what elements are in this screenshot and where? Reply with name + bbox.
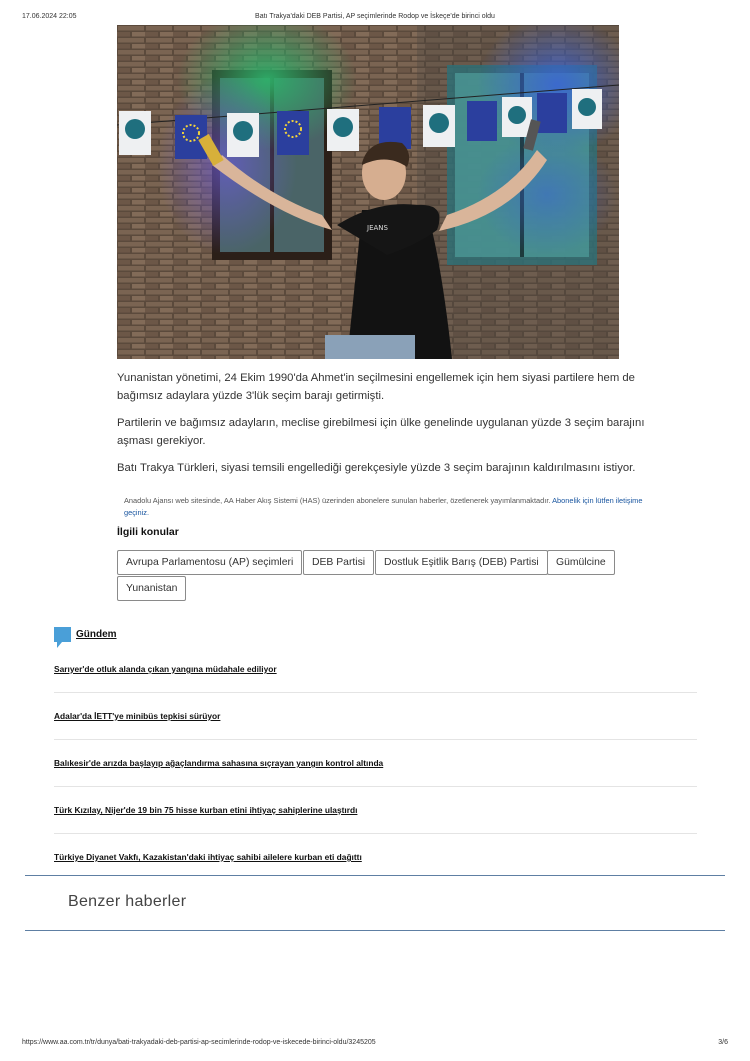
news-link[interactable]: Türkiye Diyanet Vakfı, Kazakistan'daki ihtiyaç sahibi ailelere kurban eti dağıttı xyxy=(54,852,362,862)
subscription-link[interactable]: Abonelik için lütfen iletişime geçiniz. xyxy=(124,496,643,517)
related-topics-title: İlgili konular xyxy=(117,526,179,538)
article-paragraph: Batı Trakya Türkleri, siyasi temsili engellediği gerekçesiyle yüzde 3 seçim barajının kaldırılmasını istiyor. xyxy=(117,462,636,474)
news-link[interactable]: Sarıyer'de otluk alanda çıkan yangına müdahale ediliyor xyxy=(54,664,277,674)
list-item xyxy=(54,740,697,787)
tag-yunanistan[interactable]: Yunanistan xyxy=(117,576,186,601)
print-title: Batı Trakya'daki DEB Partisi, AP seçimlerinde Rodop ve İskeçe'de birinci oldu xyxy=(255,13,495,20)
notice-text: Anadolu Ajansı web sitesinde, AA Haber Akış Sistemi (HAS) üzerinden abonelere sunulan haberler, özetlenerek yayımlanmaktadır. xyxy=(124,496,553,505)
list-item xyxy=(54,834,697,881)
article-body xyxy=(117,370,677,488)
tag-deb-partisi[interactable]: DEB Partisi xyxy=(303,550,374,575)
svg-text:JEANS: JEANS xyxy=(367,224,388,232)
tag-dostluk-esitlik-baris[interactable]: Dostluk Eşitlik Barış (DEB) Partisi xyxy=(375,550,548,575)
news-photo-illustration xyxy=(117,25,619,359)
section-divider xyxy=(25,930,725,931)
list-item xyxy=(54,787,697,834)
news-photo xyxy=(117,25,619,359)
article-paragraph: Partilerin ve bağımsız adayların, meclise girebilmesi için ülke genelinde uygulanan yüzde 3 seçim barajını aşması gerekiyor. xyxy=(117,417,645,447)
news-link[interactable]: Adalar'da İETT'ye minibüs tepkisi sürüyor xyxy=(54,711,221,721)
section-divider xyxy=(25,875,725,876)
news-link[interactable]: Balıkesir'de arızda başlayıp ağaçlandırma sahasına sıçrayan yangın kontrol altında xyxy=(54,758,384,768)
print-url: https://www.aa.com.tr/tr/dunya/bati-trakyadaki-deb-partisi-ap-secimlerinde-rodop-ve-iskecede-birinci-oldu/3245205 xyxy=(22,1039,376,1046)
print-date: 17.06.2024 22:05 xyxy=(22,13,77,20)
news-link[interactable]: Türk Kızılay, Nijer'de 19 bin 75 hisse kurban etini ihtiyaç sahiplerine ulaştırdı xyxy=(54,805,358,815)
list-item xyxy=(54,646,697,693)
tag-ap-secimleri[interactable]: Avrupa Parlamentosu (AP) seçimleri xyxy=(117,550,302,575)
article-paragraph: Yunanistan yönetimi, 24 Ekim 1990'da Ahmet'in seçilmesini engellemek için hem siyasi partilere hem de bağımsız adaylara yüzde 3'lük seçim barajı getirmişti. xyxy=(117,372,635,402)
page-number: 3/6 xyxy=(718,1039,728,1046)
similar-news-title: Benzer haberler xyxy=(68,893,187,910)
list-item xyxy=(54,693,697,740)
subscription-notice xyxy=(124,495,664,519)
gundem-link[interactable]: Gündem xyxy=(76,629,117,640)
tag-gumulcine[interactable]: Gümülcine xyxy=(547,550,615,575)
